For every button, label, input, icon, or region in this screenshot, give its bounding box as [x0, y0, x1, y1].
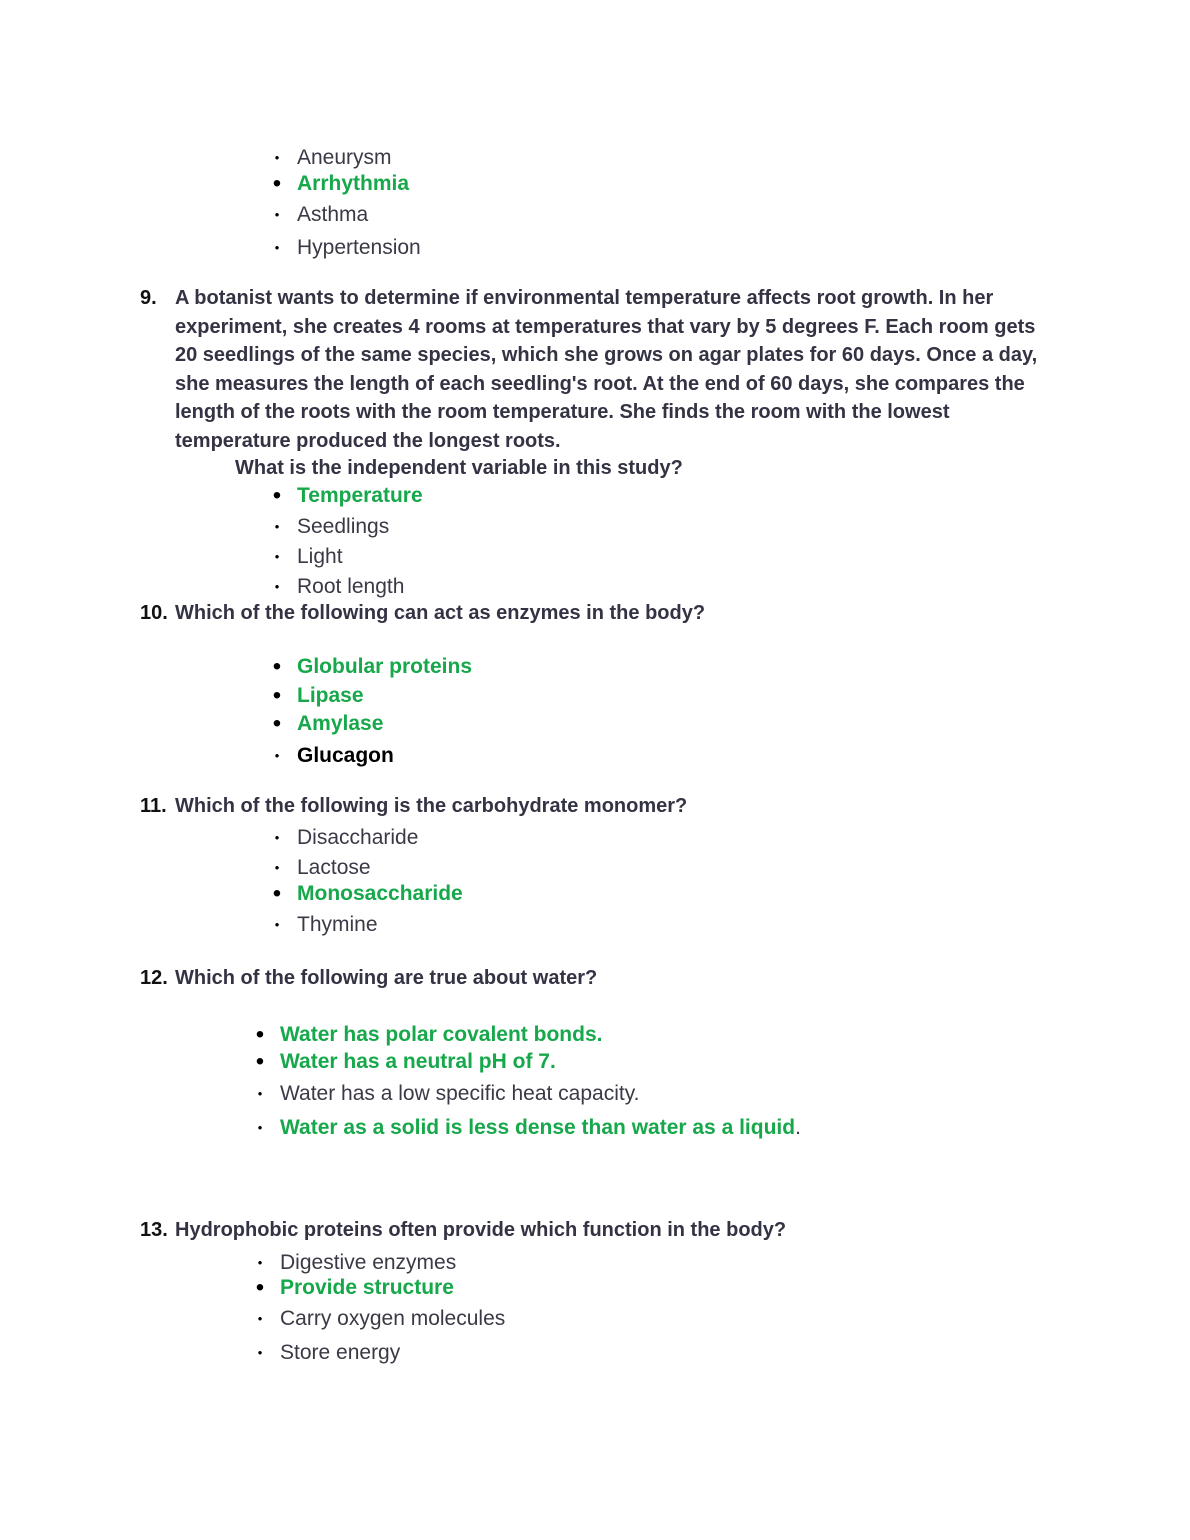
option-label: Globular proteins	[297, 655, 473, 678]
bullet-dot-icon: •	[274, 917, 280, 932]
bullet-dot-icon: •	[274, 207, 280, 222]
option-label: Amylase	[297, 712, 384, 735]
bullet-disc-icon: •	[255, 1274, 265, 1301]
bullet-disc-icon: •	[272, 653, 282, 680]
option-label: Lactose	[297, 856, 371, 879]
option-label: Glucagon	[297, 744, 394, 767]
question-text: Hydrophobic proteins often provide which function in the body?	[175, 1219, 787, 1241]
bullet-dot-icon: •	[274, 748, 280, 763]
bullet-dot-icon: •	[274, 860, 280, 875]
option-label: Temperature	[297, 484, 423, 507]
option-label: Water has a low specific heat capacity.	[280, 1082, 640, 1105]
bullet-dot-icon: •	[257, 1120, 263, 1135]
option-label: Root length	[297, 575, 405, 598]
option-label	[280, 1115, 801, 1141]
sub-question: What is the independent variable in this study?	[235, 457, 683, 479]
option-label: Monosaccharide	[297, 882, 463, 905]
option-label: Seedlings	[297, 515, 390, 538]
option-text: Water as a solid is less dense than water as a liquid	[280, 1116, 796, 1139]
option-label: Lipase	[297, 684, 364, 707]
bullet-disc-icon: •	[255, 1048, 265, 1075]
option-label: Disaccharide	[297, 826, 419, 849]
question-number: 13.	[140, 1219, 168, 1241]
option-label: Thymine	[297, 913, 378, 936]
bullet-dot-icon: •	[274, 519, 280, 534]
question-text: Which of the following are true about water?	[175, 967, 598, 989]
bullet-disc-icon: •	[272, 682, 282, 709]
bullet-disc-icon: •	[272, 170, 282, 197]
option-label: Carry oxygen molecules	[280, 1307, 506, 1330]
question-number: 9.	[140, 287, 157, 309]
option-label: Light	[297, 545, 343, 568]
option-label: Arrhythmia	[297, 172, 410, 195]
bullet-disc-icon: •	[272, 880, 282, 907]
option-label: Hypertension	[297, 236, 421, 259]
question-text: Which of the following is the carbohydrate monomer?	[175, 795, 688, 817]
option-label: Water has a neutral pH of 7.	[280, 1050, 556, 1073]
bullet-dot-icon: •	[274, 830, 280, 845]
question-number: 10.	[140, 602, 168, 624]
question-text: Which of the following can act as enzymes in the body?	[175, 602, 706, 624]
option-label: Water has polar covalent bonds.	[280, 1023, 603, 1046]
question-number: 11.	[140, 795, 167, 817]
bullet-dot-icon: •	[274, 150, 280, 165]
option-suffix: .	[795, 1116, 801, 1139]
bullet-dot-icon: •	[257, 1255, 263, 1270]
bullet-dot-icon: •	[257, 1345, 263, 1360]
bullet-dot-icon: •	[257, 1311, 263, 1326]
bullet-dot-icon: •	[274, 579, 280, 594]
option-label: Asthma	[297, 203, 369, 226]
option-label: Provide structure	[280, 1276, 454, 1299]
bullet-dot-icon: •	[257, 1086, 263, 1101]
question-number: 12.	[140, 967, 168, 989]
bullet-dot-icon: •	[274, 549, 280, 564]
question-text: A botanist wants to determine if environmental temperature affects root growth. In her experiment, she creates 4 rooms at temperatures that vary by 5 degrees F. Each room gets 20 seedlings of the same species, which she grows on agar plates for 60 days. Once a day, she measures the length of each seedling's root. At the end of 60 days, she compares the length of the roots with the room temperature. She finds the room with the lowest temperature produced the longest roots.	[175, 287, 1038, 452]
bullet-dot-icon: •	[274, 240, 280, 255]
bullet-disc-icon: •	[272, 482, 282, 509]
option-label: Store energy	[280, 1341, 401, 1364]
bullet-disc-icon: •	[272, 710, 282, 737]
option-label: Aneurysm	[297, 146, 392, 169]
bullet-disc-icon: •	[255, 1021, 265, 1048]
option-label: Digestive enzymes	[280, 1251, 457, 1274]
